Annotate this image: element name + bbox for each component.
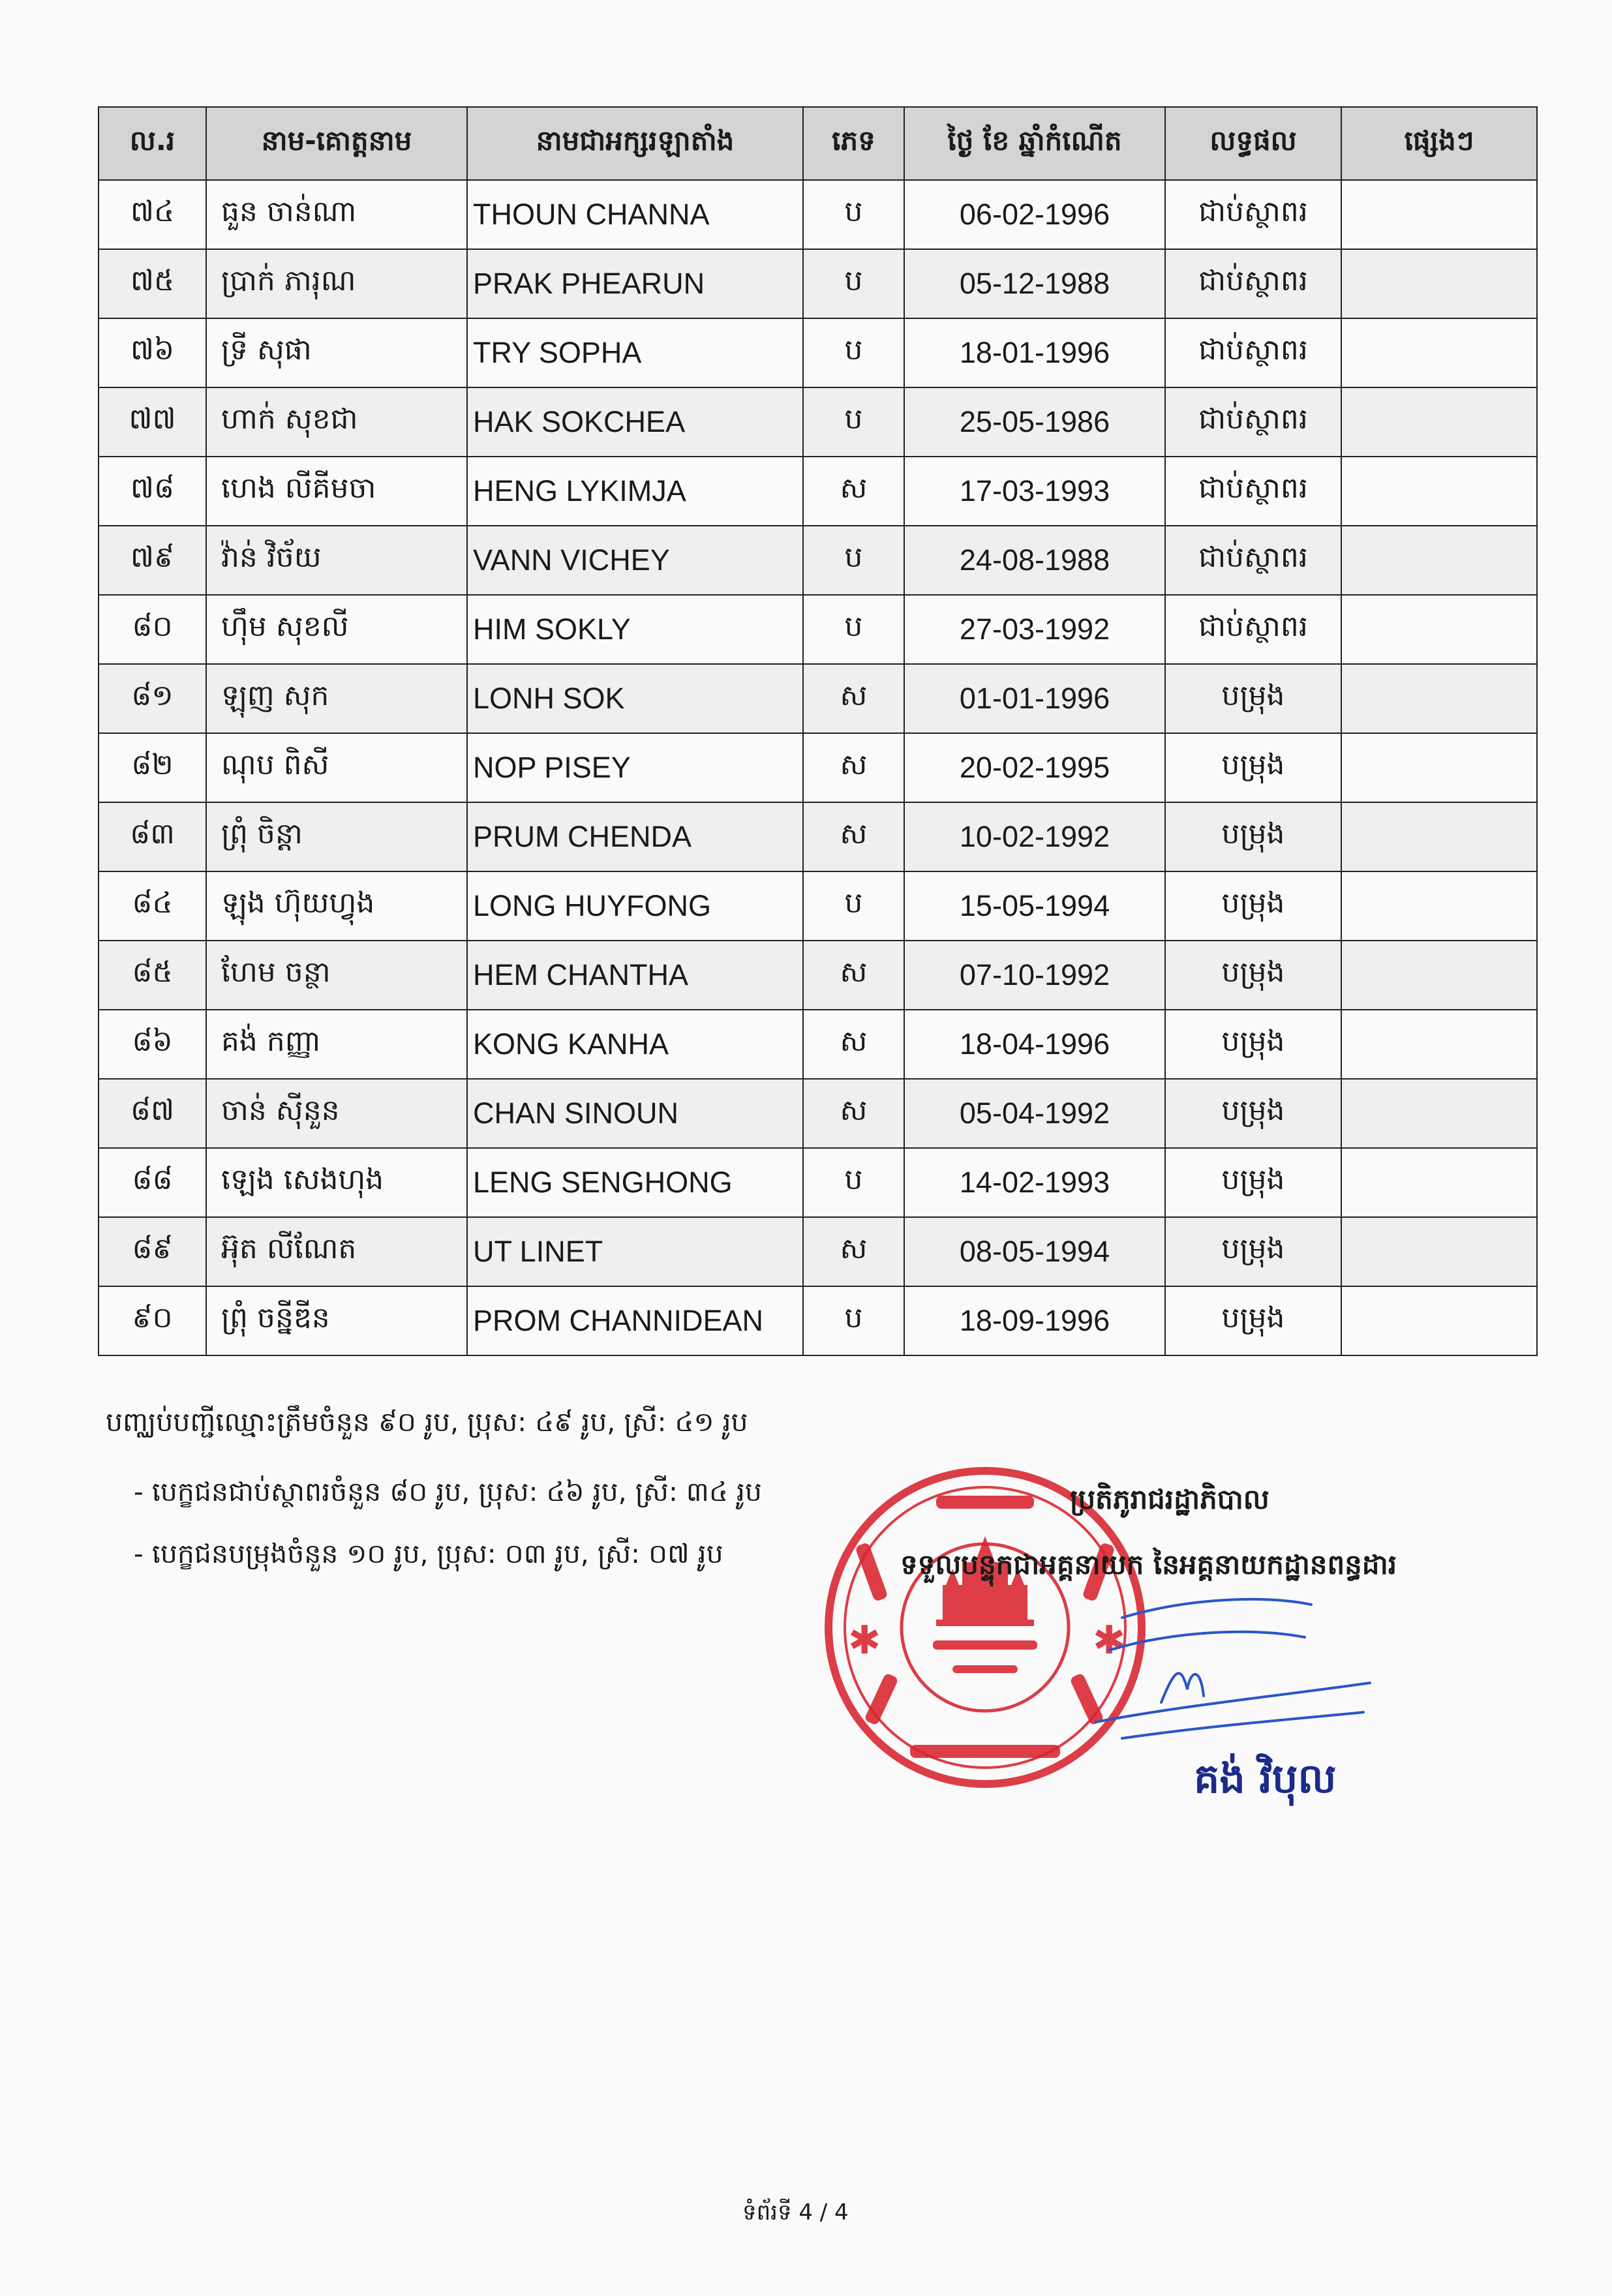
table-row xyxy=(99,1148,1537,1217)
sex-cell: ស xyxy=(803,1010,904,1079)
other-cell xyxy=(1341,1010,1537,1079)
row-number: ៧៨ xyxy=(99,457,206,526)
date-of-birth-cell: 01-01-1996 xyxy=(904,664,1165,733)
date-of-birth-cell: 18-01-1996 xyxy=(904,318,1165,387)
khmer-name-cell: ព្រុំ ចិន្តា xyxy=(206,802,467,871)
khmer-name-cell: ហេង លីគីមចា xyxy=(206,457,467,526)
khmer-name-cell: ហាក់ សុខជា xyxy=(206,387,467,457)
table-body xyxy=(99,180,1537,1355)
khmer-name-cell: ឡេង សេងហុង xyxy=(206,1148,467,1217)
latin-name-cell: THOUN CHANNA xyxy=(467,180,803,249)
date-of-birth-cell: 14-02-1993 xyxy=(904,1148,1165,1217)
latin-name-cell: PROM CHANNIDEAN xyxy=(467,1286,803,1355)
sex-cell: ស xyxy=(803,733,904,802)
date-of-birth-cell: 15-05-1994 xyxy=(904,871,1165,941)
summary-total: បញ្ឈប់បញ្ជីឈ្មោះត្រឹមចំនួន ៩០ រូប, ប្រុស: ៤៩ រូប, ស្រី: ៤១ រូប xyxy=(106,1406,748,1438)
sex-cell: ស xyxy=(803,457,904,526)
table-row xyxy=(99,526,1537,595)
sex-cell: ប xyxy=(803,387,904,457)
header-result: លទ្ធផល xyxy=(1165,107,1341,180)
khmer-name-cell: វ៉ាន់ វិច័យ xyxy=(206,526,467,595)
row-number: ៨៦ xyxy=(99,1010,206,1079)
sex-cell: ស xyxy=(803,941,904,1010)
row-number: ៧៩ xyxy=(99,526,206,595)
signature-title: ប្រតិភូរាជរដ្ឋាភិបាល xyxy=(1070,1483,1270,1515)
latin-name-cell: PRAK PHEARUN xyxy=(467,249,803,318)
khmer-name-cell: ព្រុំ ចន្នីឌីន xyxy=(206,1286,467,1355)
table-header-row xyxy=(99,107,1537,180)
result-cell: បម្រុង xyxy=(1165,1217,1341,1286)
khmer-name-cell: ឡុង ហ៊ុយហ្វុង xyxy=(206,871,467,941)
sex-cell: ស xyxy=(803,1079,904,1148)
latin-name-cell: HENG LYKIMJA xyxy=(467,457,803,526)
table-row xyxy=(99,457,1537,526)
row-number: ៧៦ xyxy=(99,318,206,387)
sex-cell: ប xyxy=(803,595,904,664)
latin-name-cell: HEM CHANTHA xyxy=(467,941,803,1010)
other-cell xyxy=(1341,387,1537,457)
latin-name-cell: HAK SOKCHEA xyxy=(467,387,803,457)
result-cell: ជាប់ស្ថាពរ xyxy=(1165,595,1341,664)
row-number: ៨៨ xyxy=(99,1148,206,1217)
svg-text:✱: ✱ xyxy=(1093,1618,1126,1663)
sex-cell: ស xyxy=(803,1217,904,1286)
latin-name-cell: KONG KANHA xyxy=(467,1010,803,1079)
latin-name-cell: LONH SOK xyxy=(467,664,803,733)
table-row xyxy=(99,318,1537,387)
date-of-birth-cell: 07-10-1992 xyxy=(904,941,1165,1010)
header-date-of-birth: ថ្ងៃ ខែ ឆ្នាំកំណើត xyxy=(904,107,1165,180)
other-cell xyxy=(1341,180,1537,249)
row-number: ៨១ xyxy=(99,664,206,733)
other-cell xyxy=(1341,526,1537,595)
table-row xyxy=(99,1010,1537,1079)
date-of-birth-cell: 05-12-1988 xyxy=(904,249,1165,318)
sex-cell: ប xyxy=(803,1148,904,1217)
sex-cell: ប xyxy=(803,526,904,595)
result-cell: បម្រុង xyxy=(1165,1079,1341,1148)
signer-name: គង់ វិបុល xyxy=(1194,1755,1337,1802)
other-cell xyxy=(1341,1286,1537,1355)
result-cell: បម្រុង xyxy=(1165,1286,1341,1355)
latin-name-cell: UT LINET xyxy=(467,1217,803,1286)
result-cell: ជាប់ស្ថាពរ xyxy=(1165,180,1341,249)
sex-cell: ប xyxy=(803,871,904,941)
row-number: ៨៧ xyxy=(99,1079,206,1148)
row-number: ៨២ xyxy=(99,733,206,802)
summary-reserve: - បេក្ខជនបម្រុងចំនួន ១០ រូប, ប្រុស: ០៣ រូប, ស្រី: ០៧ រូប xyxy=(134,1538,723,1569)
row-number: ៧៤ xyxy=(99,180,206,249)
date-of-birth-cell: 24-08-1988 xyxy=(904,526,1165,595)
row-number: ៨៤ xyxy=(99,871,206,941)
table-row xyxy=(99,249,1537,318)
table-row xyxy=(99,733,1537,802)
svg-text:✱: ✱ xyxy=(848,1618,881,1663)
results-table xyxy=(98,106,1538,1356)
row-number: ៨៥ xyxy=(99,941,206,1010)
khmer-name-cell: ធួន ចាន់ណា xyxy=(206,180,467,249)
header-other: ផ្សេងៗ xyxy=(1341,107,1537,180)
other-cell xyxy=(1341,457,1537,526)
result-cell: បម្រុង xyxy=(1165,733,1341,802)
handwritten-signature xyxy=(1083,1592,1383,1748)
other-cell xyxy=(1341,249,1537,318)
khmer-name-cell: ហ៊ឹម សុខលី xyxy=(206,595,467,664)
other-cell xyxy=(1341,1217,1537,1286)
row-number: ៨៣ xyxy=(99,802,206,871)
latin-name-cell: NOP PISEY xyxy=(467,733,803,802)
other-cell xyxy=(1341,941,1537,1010)
other-cell xyxy=(1341,1148,1537,1217)
row-number: ៨៩ xyxy=(99,1217,206,1286)
table-row xyxy=(99,595,1537,664)
result-cell: បម្រុង xyxy=(1165,1148,1341,1217)
table-row xyxy=(99,1079,1537,1148)
sex-cell: ស xyxy=(803,664,904,733)
signature-subtitle: ទទួលបន្ទុកជាអគ្គនាយក នៃអគ្គនាយកដ្ឋានពន្ធដារ xyxy=(900,1548,1397,1580)
other-cell xyxy=(1341,318,1537,387)
result-cell: ជាប់ស្ថាពរ xyxy=(1165,318,1341,387)
row-number: ៧៥ xyxy=(99,249,206,318)
latin-name-cell: LENG SENGHONG xyxy=(467,1148,803,1217)
page-number: ទំព័រទី 4 / 4 xyxy=(742,2199,849,2226)
row-number: ៧៧ xyxy=(99,387,206,457)
other-cell xyxy=(1341,733,1537,802)
other-cell xyxy=(1341,871,1537,941)
header-no: ល.រ xyxy=(99,107,206,180)
sex-cell: ប xyxy=(803,249,904,318)
date-of-birth-cell: 18-09-1996 xyxy=(904,1286,1165,1355)
date-of-birth-cell: 27-03-1992 xyxy=(904,595,1165,664)
date-of-birth-cell: 17-03-1993 xyxy=(904,457,1165,526)
summary-passed: - បេក្ខជនជាប់ស្ថាពរចំនួន ៨០ រូប, ប្រុស: ៤៦ រូប, ស្រី: ៣៤ រូប xyxy=(134,1476,762,1507)
date-of-birth-cell: 20-02-1995 xyxy=(904,733,1165,802)
latin-name-cell: LONG HUYFONG xyxy=(467,871,803,941)
table-row xyxy=(99,180,1537,249)
khmer-name-cell: អ៊ុត លីណែត xyxy=(206,1217,467,1286)
table-row xyxy=(99,664,1537,733)
table-row xyxy=(99,1217,1537,1286)
khmer-name-cell: ណុប ពិសី xyxy=(206,733,467,802)
other-cell xyxy=(1341,595,1537,664)
date-of-birth-cell: 25-05-1986 xyxy=(904,387,1165,457)
sex-cell: ស xyxy=(803,802,904,871)
khmer-name-cell: ចាន់ ស៊ីនួន xyxy=(206,1079,467,1148)
sex-cell: ប xyxy=(803,318,904,387)
result-cell: បម្រុង xyxy=(1165,871,1341,941)
sex-cell: ប xyxy=(803,180,904,249)
date-of-birth-cell: 10-02-1992 xyxy=(904,802,1165,871)
date-of-birth-cell: 08-05-1994 xyxy=(904,1217,1165,1286)
result-cell: ជាប់ស្ថាពរ xyxy=(1165,249,1341,318)
date-of-birth-cell: 18-04-1996 xyxy=(904,1010,1165,1079)
other-cell xyxy=(1341,802,1537,871)
khmer-name-cell: ប្រាក់ ភារុណ xyxy=(206,249,467,318)
result-cell: បម្រុង xyxy=(1165,941,1341,1010)
latin-name-cell: HIM SOKLY xyxy=(467,595,803,664)
row-number: ៨០ xyxy=(99,595,206,664)
header-sex: ភេទ xyxy=(803,107,904,180)
latin-name-cell: TRY SOPHA xyxy=(467,318,803,387)
sex-cell: ប xyxy=(803,1286,904,1355)
table-row xyxy=(99,802,1537,871)
latin-name-cell: CHAN SINOUN xyxy=(467,1079,803,1148)
date-of-birth-cell: 06-02-1996 xyxy=(904,180,1165,249)
table-row xyxy=(99,1286,1537,1355)
khmer-name-cell: គង់ កញ្ញា xyxy=(206,1010,467,1079)
latin-name-cell: PRUM CHENDA xyxy=(467,802,803,871)
latin-name-cell: VANN VICHEY xyxy=(467,526,803,595)
khmer-name-cell: ទ្រី សុផា xyxy=(206,318,467,387)
header-latin-name: នាមជាអក្សរឡាតាំង xyxy=(467,107,803,180)
other-cell xyxy=(1341,664,1537,733)
result-cell: ជាប់ស្ថាពរ xyxy=(1165,457,1341,526)
row-number: ៩០ xyxy=(99,1286,206,1355)
date-of-birth-cell: 05-04-1992 xyxy=(904,1079,1165,1148)
result-cell: ជាប់ស្ថាពរ xyxy=(1165,526,1341,595)
result-cell: បម្រុង xyxy=(1165,1010,1341,1079)
header-khmer-name: នាម-គោត្តនាម xyxy=(206,107,467,180)
table-row xyxy=(99,941,1537,1010)
table-row xyxy=(99,871,1537,941)
khmer-name-cell: ឡុញ សុក xyxy=(206,664,467,733)
result-cell: ជាប់ស្ថាពរ xyxy=(1165,387,1341,457)
table-row xyxy=(99,387,1537,457)
result-cell: បម្រុង xyxy=(1165,664,1341,733)
other-cell xyxy=(1341,1079,1537,1148)
khmer-name-cell: ហែម ចន្ថា xyxy=(206,941,467,1010)
result-cell: បម្រុង xyxy=(1165,802,1341,871)
